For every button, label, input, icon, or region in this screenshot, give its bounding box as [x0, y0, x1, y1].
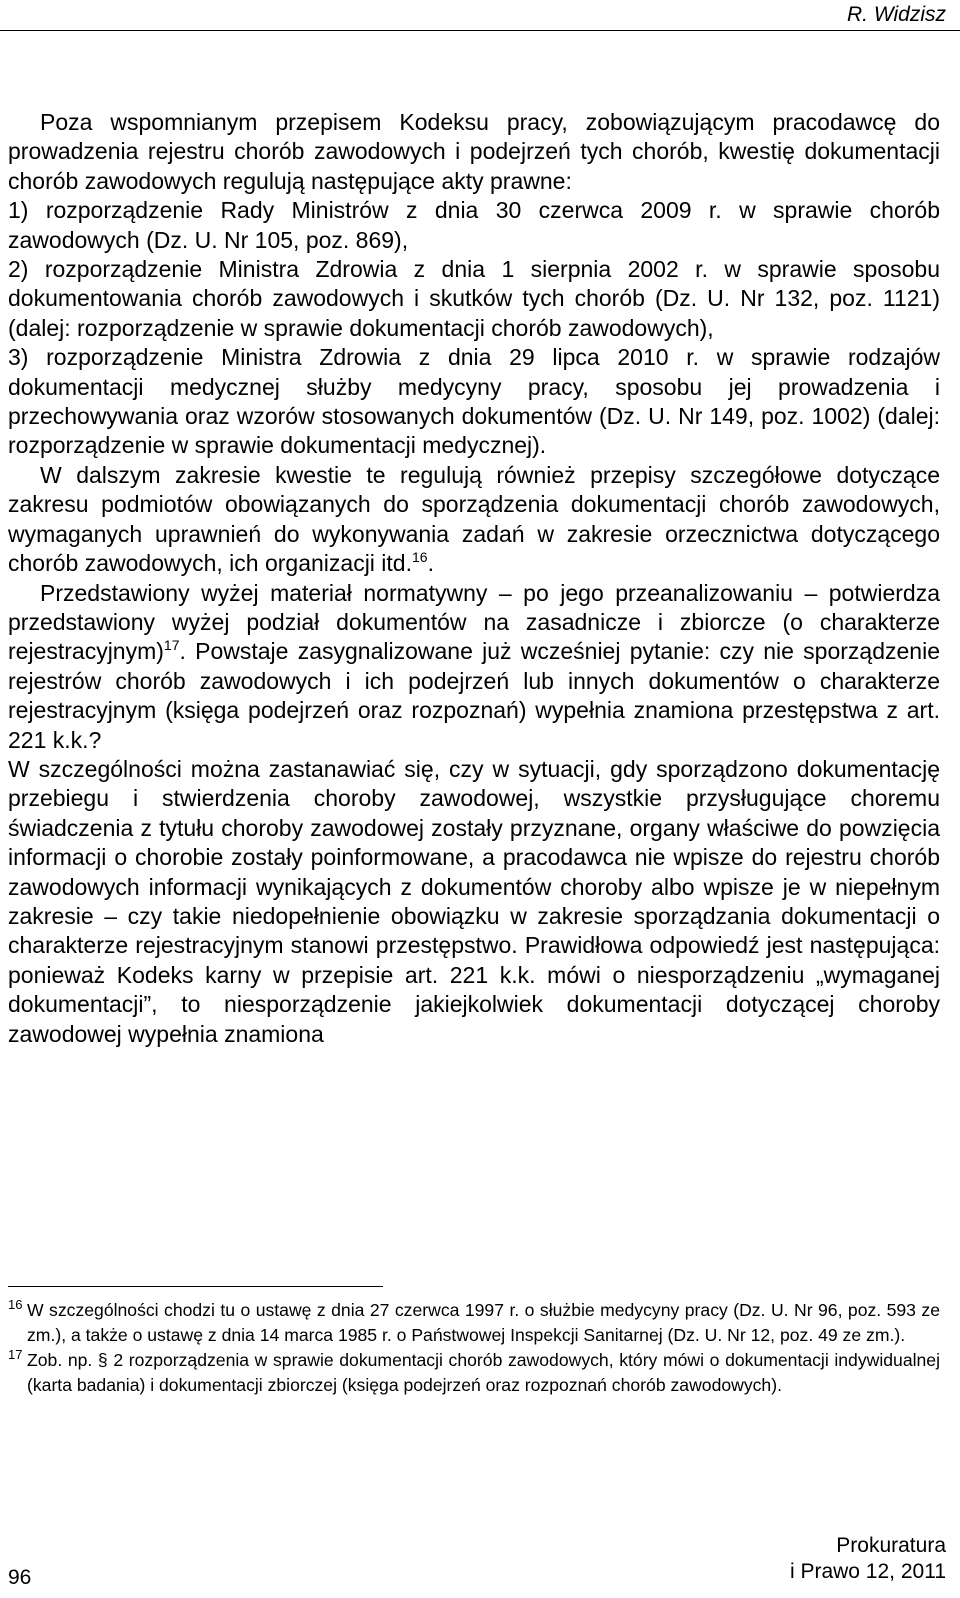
paragraph-3-text-b: . Powstaje zasygnalizowane już wcześniej pytanie: czy nie sporządzenie rejestrów chorób zawodowych i ich podejrzeń lub innych dokumentów o charakterze rejestracyjnym (księga podejrzeń oraz rozpoznań) wypełnia znamiona przestępstwa z art. 221 k.k.? — [8, 638, 940, 753]
list-item-1: 1) rozporządzenie Rady Ministrów z dnia 30 czerwca 2009 r. w sprawie chorób zawodowych (Dz. U. Nr 105, poz. 869), — [8, 197, 940, 253]
paragraph-2-text: W dalszym zakresie kwestie te regulują również przepisy szczegółowe dotyczące zakresu podmiotów obowiązanych do sporządzenia dokumentacji chorób zawodowych, wymaganych uprawnień do wykonywania zadań w zakresie orzecznictwa dotyczącego chorób zawodowych, ich organizacji itd. — [8, 461, 940, 577]
list-item-3: 3) rozporządzenie Ministra Zdrowia z dnia 29 lipca 2010 r. w sprawie rodzajów dokumentacji medycznej służby medycyny pracy, sposobu jej prowadzenia i przechowywania oraz wzorów stosowanych dokumentów (Dz. U. Nr 149, poz. 1002) (dalej: rozporządzenie w sprawie dokumentacji medycznej). — [8, 344, 940, 459]
journal-issue: i Prawo 12, 2011 — [789, 1560, 946, 1583]
paragraph-3-text-a: Przedstawiony wyżej materiał normatywny – po jego przeanalizowaniu – potwierdza przedstawiony wyżej podział dokumentów na zasadnicze i zbiorcze (o charakterze rejestracyjnym) — [8, 579, 940, 665]
paragraph-3 — [8, 579, 940, 755]
running-header-author: R. Widzisz — [847, 3, 946, 26]
footnote-ref-17[interactable]: 17 — [163, 637, 180, 654]
journal-name — [790, 1533, 946, 1585]
main-text — [8, 108, 940, 1049]
journal-title: Prokuratura — [836, 1534, 946, 1557]
footnote-17 — [8, 1348, 940, 1398]
footnote-divider — [8, 1286, 383, 1287]
footnote-number: 16 — [8, 1297, 23, 1312]
paragraph-2 — [8, 461, 940, 579]
intro-paragraph: Poza wspomnianym przepisem Kodeksu pracy, zobowiązującym pracodawcę do prowadzenia rejestru chorób zawodowych i podejrzeń tych chorób, kwestię dokumentacji chorób zawodowych regulują następujące akty prawne: — [8, 109, 940, 194]
footnote-ref-16[interactable]: 16 — [411, 549, 428, 566]
header-divider — [0, 30, 960, 31]
list-item-2: 2) rozporządzenie Ministra Zdrowia z dnia 1 sierpnia 2002 r. w sprawie sposobu dokumentowania chorób zawodowych i skutków tych chorób (Dz. U. Nr 132, poz. 1121) (dalej: rozporządzenie w sprawie dokumentacji chorób zawodowych), — [8, 256, 940, 341]
footnote-number: 17 — [8, 1347, 23, 1362]
paragraph-2-end: . — [427, 550, 434, 577]
footnotes — [8, 1298, 940, 1398]
footnote-text: Zob. np. § 2 rozporządzenia w sprawie dokumentacji chorób zawodowych, który mówi o dokumentacji indywidualnej (karta badania) i dokumentacji zbiorczej (księga podejrzeń oraz rozpoznań chorób zawodowych). — [27, 1350, 940, 1395]
page-number: 96 — [8, 1566, 32, 1589]
paragraph-4: W szczególności można zastanawiać się, czy w sytuacji, gdy sporządzono dokumentację przebiegu i stwierdzenia choroby zawodowej, wszystkie przysługujące choremu świadczenia z tytułu choroby zawodowej zostały przyznane, organy właściwe do powzięcia informacji o chorobie zostały poinformowane, a pracodawca nie wpisze do rejestru chorób zawodowych informacji wynikających z dokumentów choroby albo wpisze je w niepełnym zakresie – czy takie niedopełnienie obowiązku w zakresie sporządzania dokumentacji o charakterze rejestracyjnym stanowi przestępstwo. Prawidłowa odpowiedź jest następująca: ponieważ Kodeks karny w przepisie art. 221 k.k. mówi o niesporządzeniu „wymaganej dokumentacji”, to niesporządzenie jakiejkolwiek dokumentacji dotyczącej choroby zawodowej wypełnia znamiona — [8, 755, 940, 1047]
footnote-16 — [8, 1298, 940, 1348]
footnote-text: W szczególności chodzi tu o ustawę z dnia 27 czerwca 1997 r. o służbie medycyny pracy (Dz. U. Nr 96, poz. 593 ze zm.), a także o ustawę z dnia 14 marca 1985 r. o Państwowej Inspekcji Sanitarnej (Dz. U. Nr 12, poz. 49 ze zm.). — [27, 1300, 940, 1345]
